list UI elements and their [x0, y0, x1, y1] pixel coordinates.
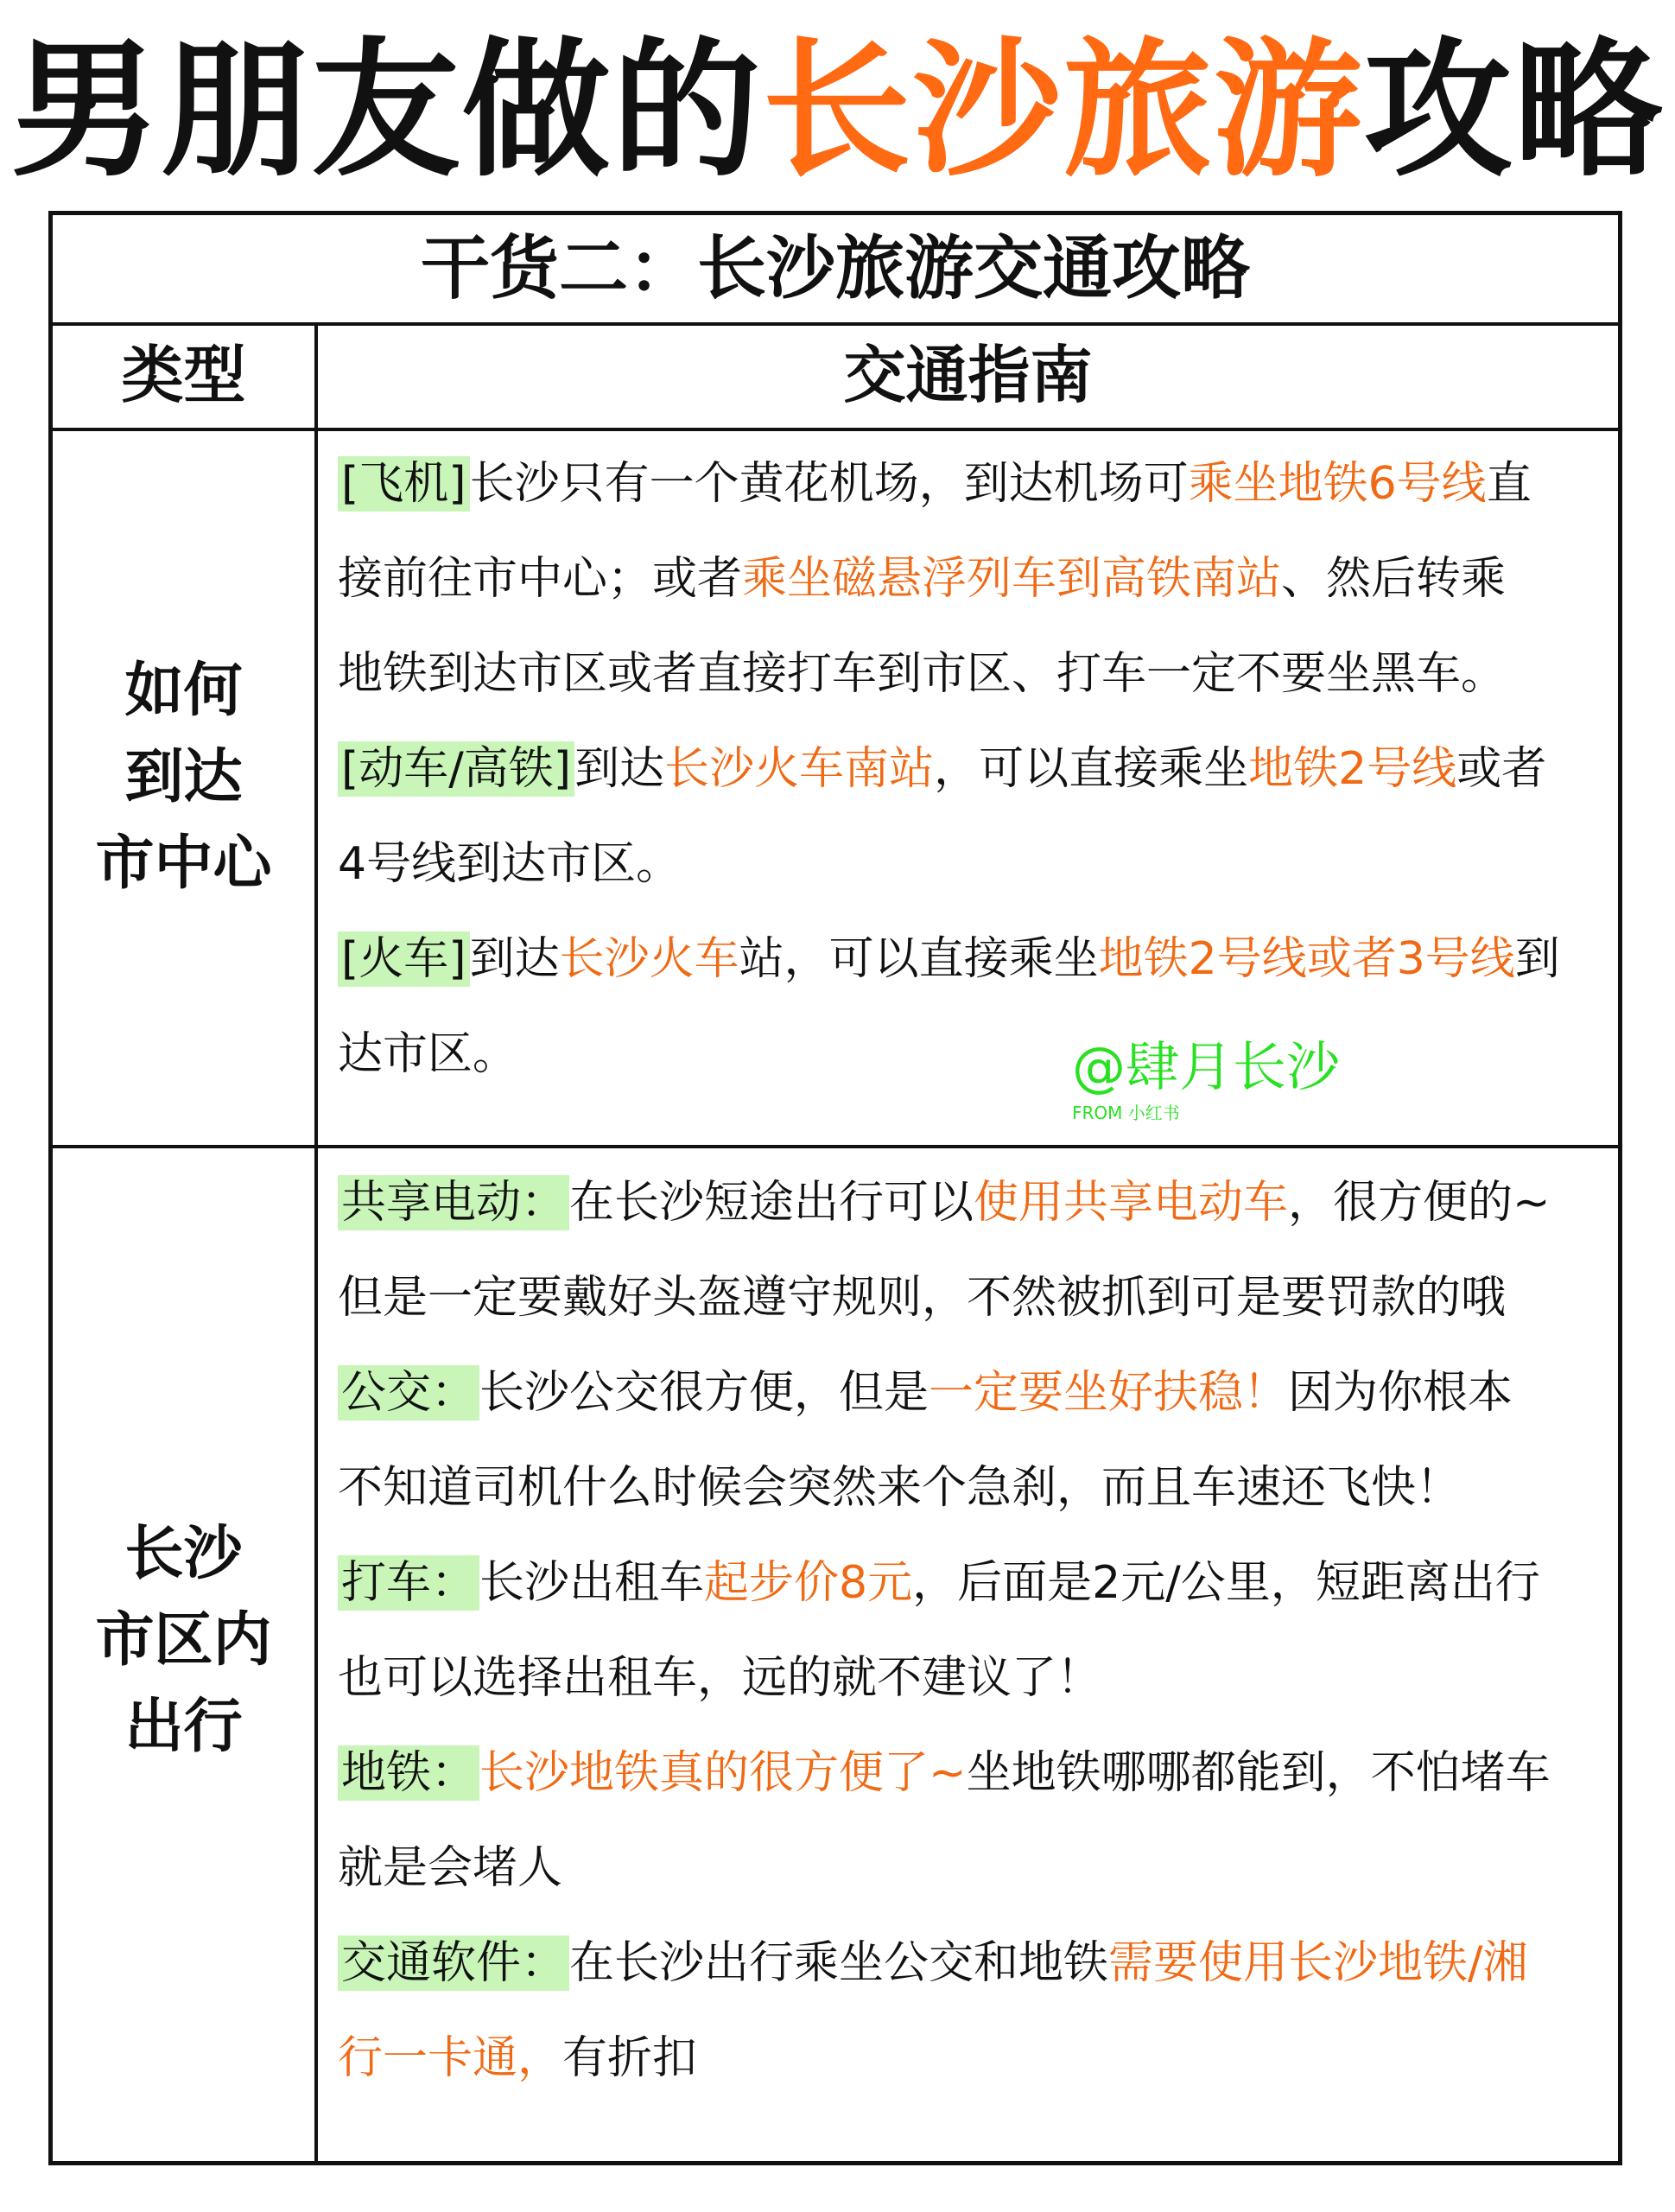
- body-text: 在长沙出行乘坐公交和地铁: [569, 1937, 1109, 1989]
- body-text: 到: [1514, 933, 1560, 985]
- highlight-text: 地铁2号线: [1248, 743, 1457, 795]
- body-text: 长沙公交很方便，但是: [479, 1367, 929, 1419]
- highlight-text: 使用共享电动车: [974, 1177, 1289, 1229]
- body-text: 达市区。: [338, 1028, 518, 1080]
- watermark-sub: FROM 小红书: [1072, 1103, 1180, 1123]
- watermark-text: @肆月长沙: [1072, 1035, 1341, 1098]
- type-line: 如何: [124, 657, 243, 725]
- body-text: 到达: [574, 743, 665, 795]
- body-text: ，可以直接乘坐: [934, 743, 1249, 795]
- text-line: [338, 912, 1608, 1007]
- body-text: 也可以选择出租车，远的就不建议了！: [338, 1652, 1102, 1704]
- body-text: 接前往市中心；或者: [338, 553, 743, 605]
- body-text: 因为你根本: [1288, 1367, 1513, 1419]
- category-tag: 公交：: [338, 1365, 479, 1421]
- text-line: [338, 1821, 1608, 1916]
- highlight-text: 长沙火车: [559, 933, 739, 985]
- highlight-text: 行一卡通，: [338, 2032, 563, 2084]
- text-line: [338, 531, 1608, 626]
- category-tag: [飞机]: [338, 456, 470, 512]
- body-text: ，后面是2元/公里，短距离出行: [912, 1557, 1540, 1609]
- table-subtitle: 干货二：长沙旅游交通攻略: [53, 215, 1618, 326]
- highlight-text: 乘坐地铁6号线: [1188, 458, 1487, 510]
- watermark: [1072, 1033, 1348, 1128]
- highlight-text: 长沙地铁真的很方便了~: [479, 1747, 967, 1799]
- body-text: ，很方便的~: [1288, 1177, 1551, 1229]
- text-line: [338, 2011, 1608, 2106]
- text-line: [338, 1630, 1608, 1726]
- text-line: [338, 1916, 1608, 2011]
- category-tag: 打车：: [338, 1555, 479, 1611]
- category-tag: 交通软件：: [338, 1936, 569, 1991]
- body-text: 或者: [1456, 743, 1547, 795]
- highlight-text: 乘坐磁悬浮列车到高铁南站: [742, 553, 1282, 605]
- title-part1: 男朋友做的: [10, 23, 763, 197]
- type-line: 长沙: [124, 1520, 243, 1588]
- text-line: [338, 1345, 1608, 1440]
- text-line: [338, 817, 1608, 912]
- row-content-arrival: [338, 436, 1608, 1102]
- body-text: 长沙出租车: [479, 1557, 705, 1609]
- table-row-arrival: [53, 428, 1618, 1148]
- text-line: [338, 626, 1608, 721]
- header-type: 类型: [121, 339, 246, 411]
- body-text: 坐地铁哪哪都能到，不怕堵车: [966, 1747, 1551, 1799]
- highlight-text: 一定要坐好扶稳！: [929, 1367, 1289, 1419]
- text-line: [338, 1440, 1608, 1535]
- body-text: 站，可以直接乘坐: [739, 933, 1099, 985]
- category-tag: [火车]: [338, 931, 470, 987]
- body-text: 4号线到达市区。: [338, 838, 682, 890]
- title-highlight: 长沙旅游: [762, 23, 1364, 197]
- type-line: 到达: [124, 743, 243, 811]
- text-line: [338, 1535, 1608, 1630]
- type-line: 市中心: [95, 830, 272, 898]
- header-guide: 交通指南: [843, 339, 1093, 411]
- highlight-text: 起步价8元: [704, 1557, 913, 1609]
- guide-table: [48, 211, 1622, 2165]
- body-text: 在长沙短途出行可以: [569, 1177, 974, 1229]
- row-type-city-travel: [53, 1511, 314, 1770]
- category-tag: 地铁：: [338, 1745, 479, 1801]
- text-line: [338, 1250, 1608, 1345]
- highlight-text: 地铁2号线或者3号线: [1098, 933, 1515, 985]
- body-text: 地铁到达市区或者直接打车到市区、打车一定不要坐黑车。: [338, 648, 1507, 700]
- text-line: [338, 721, 1608, 817]
- category-tag: 共享电动：: [338, 1175, 569, 1230]
- highlight-text: 需要使用长沙地铁/湘: [1108, 1937, 1528, 1989]
- text-line: [338, 1007, 1608, 1102]
- text-line: [338, 1726, 1608, 1821]
- row-type-arrival: [53, 648, 314, 907]
- title-part2: 攻略: [1363, 23, 1665, 197]
- table-row-city-travel: [53, 1148, 1618, 2161]
- category-tag: [动车/高铁]: [338, 741, 574, 797]
- body-text: 就是会堵人: [338, 1842, 563, 1894]
- body-text: 有折扣: [562, 2032, 698, 2084]
- table-header: [53, 322, 1618, 431]
- body-text: 、然后转乘: [1281, 553, 1507, 605]
- body-text: 长沙只有一个黄花机场，到达机场可: [469, 458, 1189, 510]
- type-line: 市区内: [95, 1606, 272, 1675]
- type-line: 出行: [124, 1693, 243, 1761]
- body-text: 不知道司机什么时候会突然来个急刹，而且车速还飞快！: [338, 1462, 1462, 1514]
- text-line: [338, 436, 1608, 531]
- text-line: [338, 1155, 1608, 1250]
- body-text: 到达: [469, 933, 560, 985]
- page-title: [0, 24, 1675, 197]
- body-text: 直: [1486, 458, 1532, 510]
- highlight-text: 长沙火车南站: [664, 743, 935, 795]
- body-text: 但是一定要戴好头盔遵守规则，不然被抓到可是要罚款的哦: [338, 1272, 1507, 1324]
- row-content-city-travel: [338, 1155, 1608, 2106]
